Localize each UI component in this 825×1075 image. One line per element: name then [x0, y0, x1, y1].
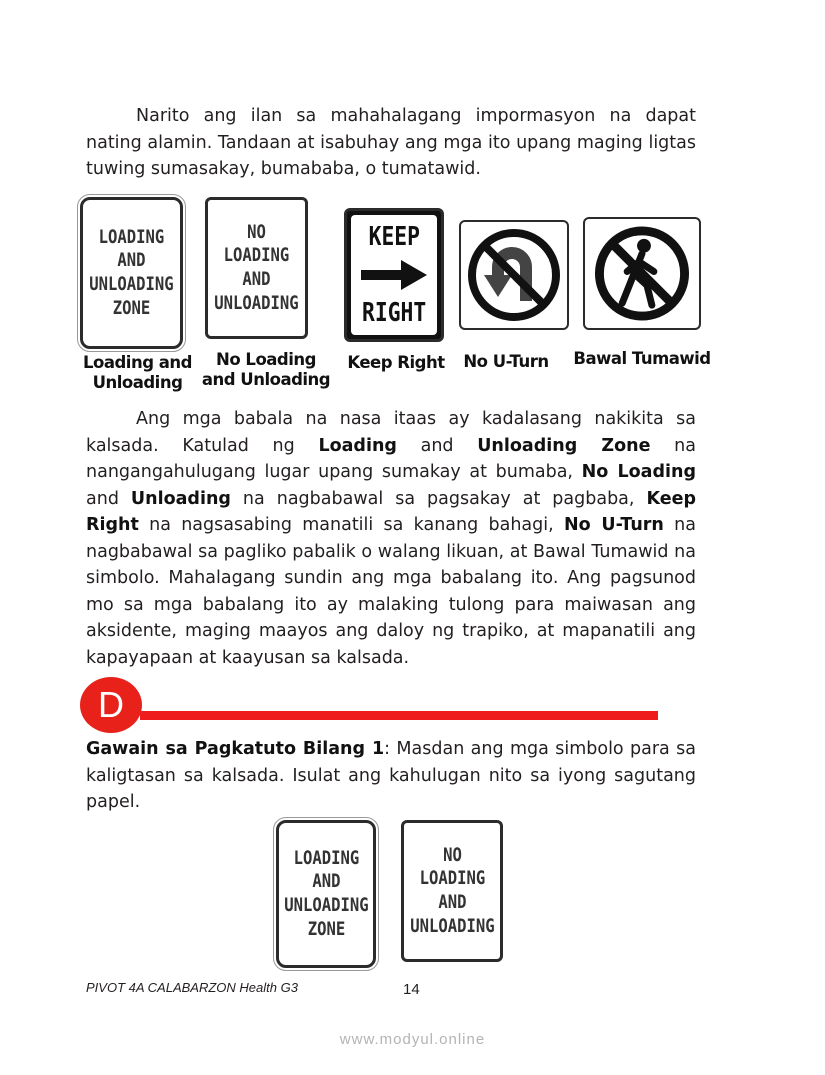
page-number: 14 — [403, 981, 420, 998]
body-paragraph — [86, 406, 696, 671]
bold-term: No Loading — [581, 462, 696, 482]
label-line: and Unloading — [201, 370, 331, 389]
keep-right-sign — [344, 208, 444, 342]
activity-title: Gawain sa Pagkatuto Bilang 1 — [86, 739, 385, 759]
text: na nangangahulugang lugar upang sumakay at bumaba, — [86, 435, 696, 482]
section-divider — [140, 711, 658, 720]
text: na nagbabawal sa pagsakay at pagbaba, — [230, 488, 647, 509]
activity-text: : Masdan ang mga simbolo para sa kaligtasan sa kalsada. Isulat ang kahulugan nito sa iyong sagutang papel. — [86, 739, 696, 812]
label-no-loading — [201, 350, 331, 390]
label-line: Loading and — [83, 353, 192, 372]
sign-text-bottom: RIGHT — [361, 297, 427, 328]
sign-text: NO LOADING AND UNLOADING — [409, 843, 495, 937]
bold-term: No U-Turn — [563, 515, 664, 535]
label-keep-right: Keep Right — [347, 353, 445, 372]
activity-no-loading-sign — [401, 820, 503, 962]
watermark: www.modyul.online — [339, 1031, 486, 1048]
label-loading-unloading — [80, 353, 195, 393]
right-arrow-icon — [359, 258, 429, 292]
label-line: No Loading — [216, 350, 316, 369]
text: and — [86, 488, 131, 509]
section-badge: D — [80, 677, 142, 733]
loading-unloading-zone-sign — [80, 197, 183, 349]
text: and — [396, 435, 478, 456]
sign-text: LOADING AND UNLOADING ZONE — [283, 846, 369, 940]
label-line: Unloading — [92, 373, 183, 392]
text: na nagsasabing manatili sa kanang bahagi, — [138, 515, 564, 535]
activity-loading-zone-sign — [276, 820, 376, 968]
text: na nagbabawal sa pagliko pabalik o walang likuan, at Bawal Tumawid na simbolo. Mahalagang sundin ang mga babalang ito. Ang pagsunod mo sa mga babalang ito ay malaking tulong para maiwasan ang aksidente, maging maayos ang daloy ng trapiko, at mapanatili ang kapayapaan at kaayusan sa kalsada. — [86, 515, 696, 668]
bold-term: Keep Right — [86, 488, 696, 535]
label-bawal-tumawid: Bawal Tumawid — [573, 349, 711, 368]
intro-paragraph: Narito ang ilan sa mahahalagang impormasyon na dapat nating alamin. Tandaan at isabuhay ang mga ito upang maging ligtas tuwing sumasakay, bumababa, o tumatawid. — [86, 106, 696, 179]
text: Ang mga babala na nasa itaas ay kadalasang nakikita sa kalsada. Katulad ng — [86, 409, 696, 456]
sign-text: NO LOADING AND UNLOADING — [214, 220, 299, 314]
sign-text: LOADING AND UNLOADING ZONE — [89, 225, 174, 319]
no-u-turn-icon — [466, 227, 562, 323]
no-pedestrian-crossing-sign — [583, 217, 701, 330]
bold-term: Loading — [318, 435, 397, 456]
no-loading-unloading-sign — [205, 197, 308, 339]
footer-text: PIVOT 4A CALABARZON Health G3 — [86, 980, 298, 995]
no-pedestrian-icon — [592, 224, 692, 323]
sign-text-top: KEEP — [368, 222, 420, 252]
label-no-u-turn: No U-Turn — [463, 352, 549, 371]
bold-term: Unloading Zone — [477, 435, 651, 456]
activity-paragraph — [86, 736, 696, 816]
bold-term: Unloading — [130, 488, 231, 509]
no-u-turn-sign — [459, 220, 569, 330]
